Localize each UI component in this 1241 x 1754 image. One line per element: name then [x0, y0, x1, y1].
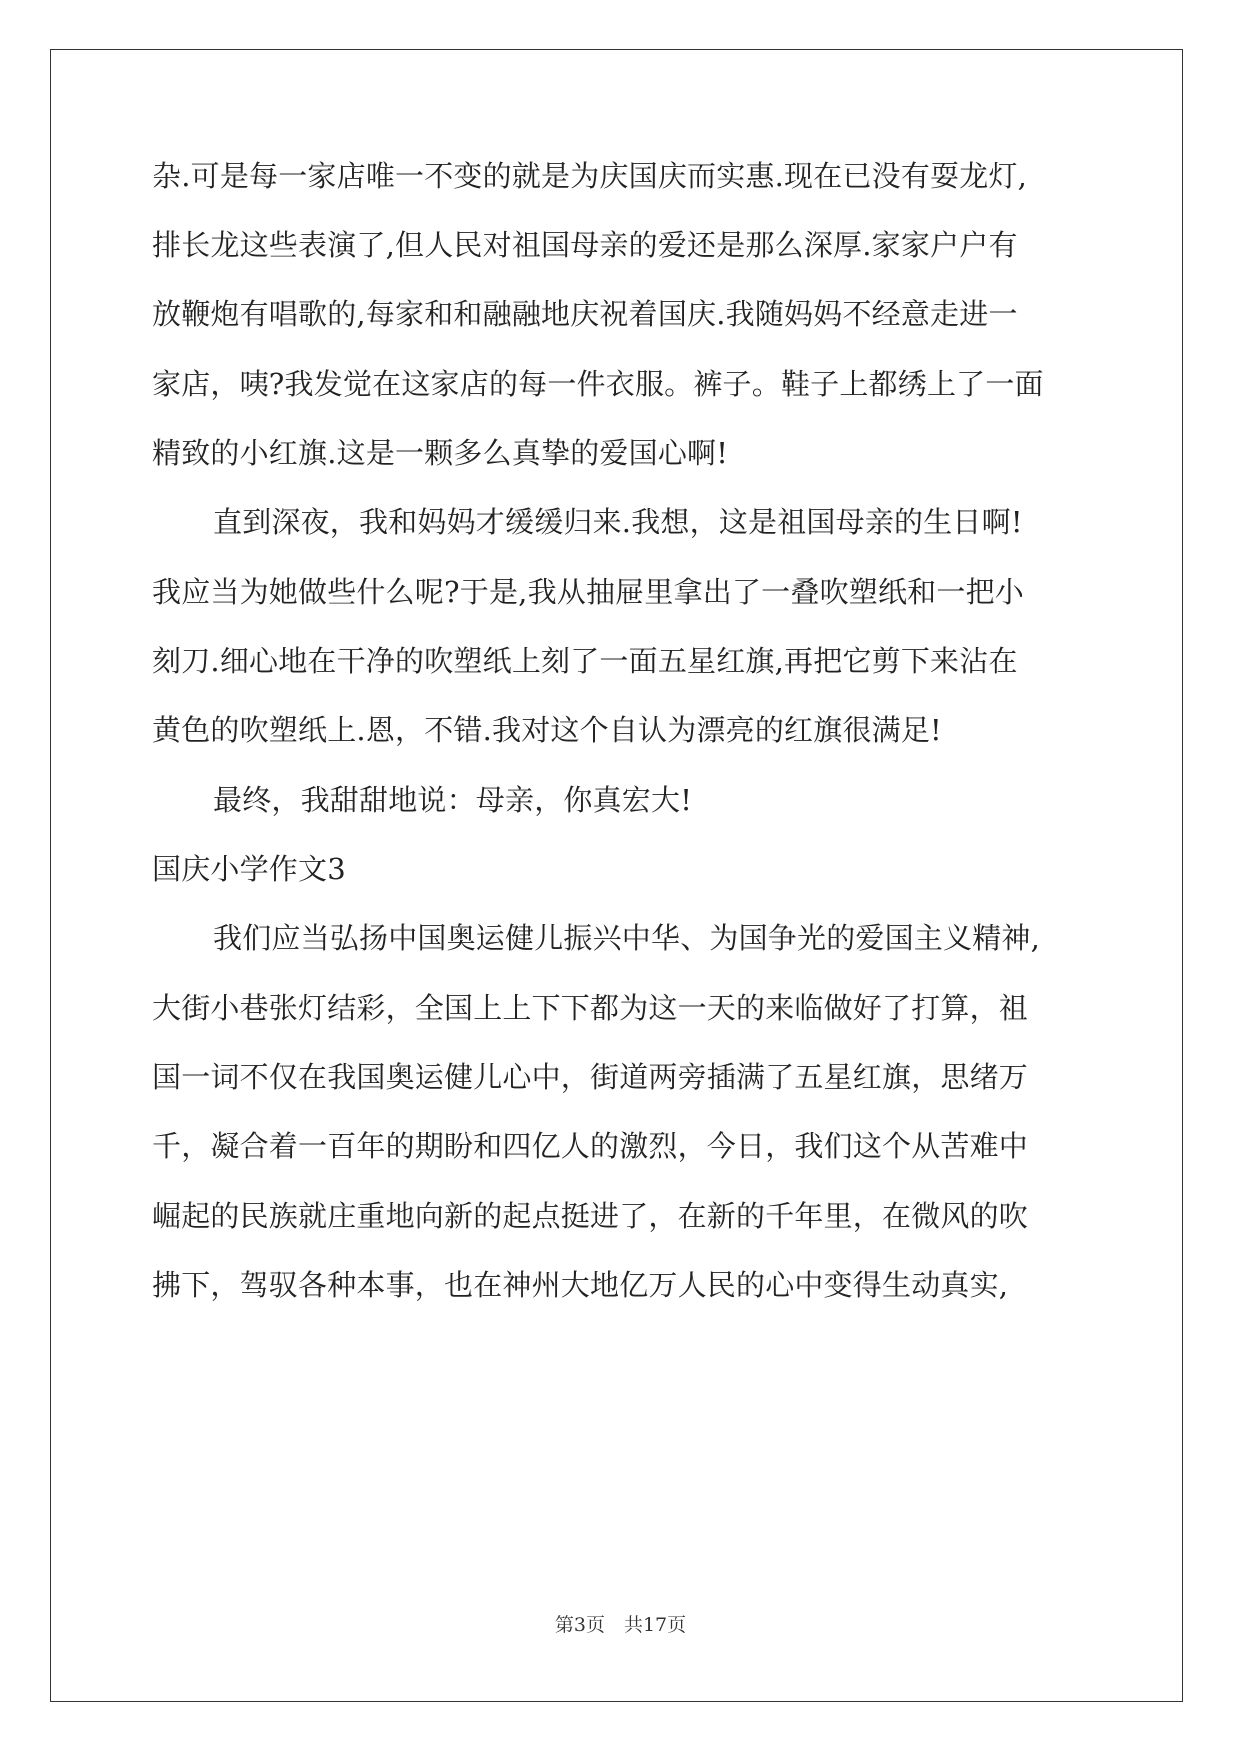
text-line-2: 排长龙这些表演了,但人民对祖国母亲的爱还是那么深厚.家家户户有 — [152, 228, 1018, 262]
text-line-4: 家店，咦?我发觉在这家店的每一件衣服。裤子。鞋子上都绣上了一面 — [152, 367, 1044, 401]
text-line-8: 刻刀.细心地在干净的吹塑纸上刻了一面五星红旗,再把它剪下来沾在 — [152, 644, 1018, 678]
page-number-footer: 第3页 共17页 — [554, 1614, 687, 1636]
text-line-1: 杂.可是每一家店唯一不变的就是为庆国庆而实惠.现在已没有耍龙灯, — [152, 159, 1028, 193]
text-line-15: 千，凝合着一百年的期盼和四亿人的激烈，今日，我们这个从苦难中 — [152, 1129, 1029, 1163]
section-heading: 国庆小学作文3 — [152, 852, 346, 886]
text-line-16: 崛起的民族就庄重地向新的起点挺进了，在新的千年里，在微风的吹 — [152, 1199, 1029, 1233]
text-line-3: 放鞭炮有唱歌的,每家和和融融地庆祝着国庆.我随妈妈不经意走进一 — [152, 297, 1018, 331]
text-line-5: 精致的小红旗.这是一颗多么真挚的爱国心啊! — [152, 436, 729, 470]
text-line-12: 我们应当弘扬中国奥运健儿振兴中华、为国争光的爱国主义精神, — [213, 921, 1041, 955]
text-line-17: 拂下，驾驭各种本事，也在神州大地亿万人民的心中变得生动真实, — [152, 1268, 1009, 1302]
text-line-10: 最终，我甜甜地说：母亲，你真宏大! — [213, 783, 693, 817]
text-line-9: 黄色的吹塑纸上.恩，不错.我对这个自认为漂亮的红旗很满足! — [152, 713, 942, 747]
text-line-6: 直到深夜，我和妈妈才缓缓归来.我想，这是祖国母亲的生日啊! — [213, 505, 1023, 539]
text-line-13: 大街小巷张灯结彩，全国上上下下都为这一天的来临做好了打算，祖 — [152, 991, 1029, 1025]
text-line-7: 我应当为她做些什么呢?于是,我从抽屉里拿出了一叠吹塑纸和一把小 — [152, 575, 1024, 609]
text-line-14: 国一词不仅在我国奥运健儿心中，街道两旁插满了五星红旗，思绪万 — [152, 1060, 1029, 1094]
